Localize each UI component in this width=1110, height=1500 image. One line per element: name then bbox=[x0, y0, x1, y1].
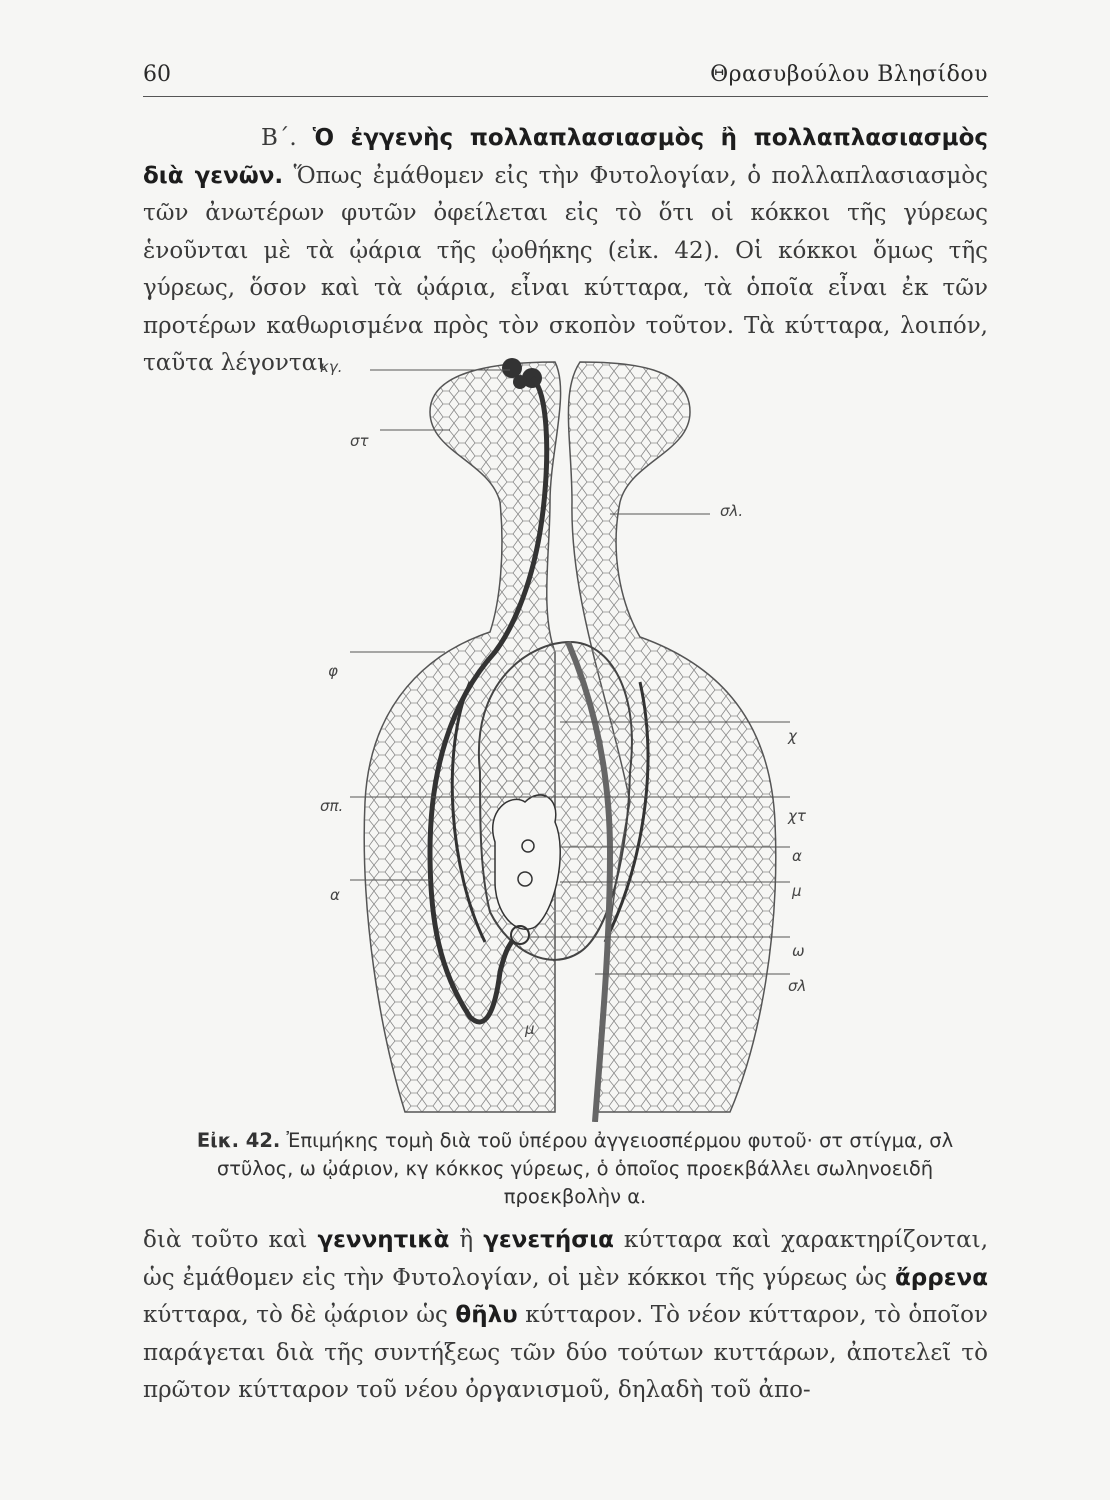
header-rule bbox=[143, 96, 988, 97]
page-header bbox=[143, 62, 988, 98]
pollen-grain bbox=[502, 358, 522, 378]
running-head: Θρασυβούλου Βλησίδου bbox=[710, 62, 988, 87]
figure-label-a-left: α bbox=[330, 886, 340, 904]
figure-label-chi-t: χτ bbox=[788, 807, 806, 825]
section-title: Ὁ ἐγγενὴς πολλαπλασιασμὸς ἢ πολλαπλασιασμὸς διὰ γενῶν. bbox=[143, 125, 988, 189]
section-body: Ὅπως ἐμάθομεν εἰς τὴν Φυτολογίαν, ὁ πολλαπλασιασμὸς τῶν ἀνωτέρων φυτῶν ὀφείλεται εἰς τὸ ὅτι οἱ κόκκοι τῆς γύρεως ἑνοῦνται μὲ τὰ ᾠάρια τῆς ᾠοθήκης (εἰκ. 42). Οἱ κόκκοι ὅμως τῆς γύρεως, ὅσον καὶ τὰ ᾠάρια, εἶναι κύτταρα, τὰ ὁποῖα εἶναι ἐκ τῶν προτέρων καθωρισμένα πρὸς τὸν σκοπὸν τοῦτον. Τὰ κύτταρα, λοιπόν, ταῦτα λέγονται bbox=[143, 162, 988, 376]
figure-pistil-section bbox=[310, 352, 830, 1122]
figure-label-mu-right: μ bbox=[792, 882, 802, 900]
cont-text-2: ἢ bbox=[459, 1227, 474, 1253]
figure-label-sp: σπ. bbox=[320, 797, 344, 815]
figure-label-ph: φ bbox=[328, 662, 338, 680]
figure-label-st: στ bbox=[350, 432, 369, 450]
pistil-diagram bbox=[310, 352, 830, 1122]
figure-label-sl-bottom: σλ bbox=[788, 977, 807, 995]
term-thilu: θῆλυ bbox=[455, 1302, 518, 1328]
caption-text: Ἐπιμήκης τομὴ διὰ τοῦ ὑπέρου ἀγγειοσπέρμου φυτοῦ· στ στίγμα, σλ στῦλος, ω ᾠάριον, κγ κόκκος γύρεως, ὁ ὁποῖος προεκβάλλει σωληνοειδῆ προεκβολὴν α. bbox=[216, 1129, 954, 1208]
caption-head: Εἰκ. 42. bbox=[196, 1129, 281, 1152]
cont-text-3: κύτταρα καὶ χαρακτηρίζονται, ὡς ἐμάθομεν εἰς τὴν Φυτολογίαν, οἱ μὲν κόκκοι τῆς γύρεως ὡς bbox=[143, 1227, 989, 1291]
figure-caption bbox=[180, 1127, 970, 1211]
term-arrena: ἄρρενα bbox=[895, 1264, 988, 1291]
section-label: Β΄. bbox=[261, 125, 297, 151]
cont-text-1: διὰ τοῦτο καὶ bbox=[143, 1227, 308, 1253]
figure-label-omega: ω bbox=[792, 942, 805, 960]
figure-label-sl-top: σλ. bbox=[720, 502, 744, 520]
figure-label-chi: χ bbox=[788, 727, 797, 745]
figure-label-a-right: α bbox=[792, 847, 802, 865]
term-genetisia: γενετήσια bbox=[483, 1227, 614, 1253]
cont-text-5: κύτταρον. Τὸ νέον κύτταρον, τὸ ὁποῖον παράγεται διὰ τῆς συντήξεως τῶν δύο τούτων κυττάρων, ἀποτελεῖ τὸ πρῶτον κύτταρον τοῦ νέου ὀργανισμοῦ, δηλαδὴ τοῦ ἀπο- bbox=[143, 1302, 988, 1403]
figure-label-kg: κγ. bbox=[320, 358, 343, 376]
section-paragraph bbox=[143, 120, 988, 383]
figure-label-mu-bottom: μ bbox=[525, 1020, 535, 1038]
continuation-paragraph bbox=[143, 1222, 988, 1410]
term-gennetika: γεννητικὰ bbox=[317, 1227, 450, 1253]
pollen-grain bbox=[513, 375, 527, 389]
cont-text-4: κύτταρα, τὸ δὲ ᾠάριον ὡς bbox=[143, 1302, 448, 1328]
page-number: 60 bbox=[143, 62, 171, 87]
